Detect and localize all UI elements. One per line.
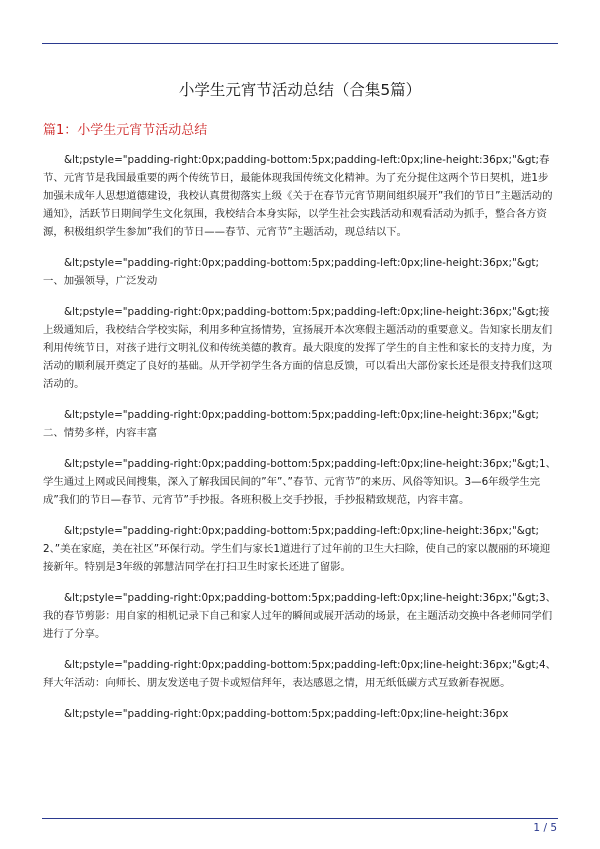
- paragraph: &lt;pstyle="padding-right:0px;padding-bottom:5px;padding-left:0px;line-height:36px: [64, 708, 509, 720]
- paragraph: &lt;pstyle="padding-right:0px;padding-bottom:5px;padding-left:0px;line-height:36px;"&gt;一、加强领导，广泛发动: [43, 257, 540, 287]
- paragraph: &lt;pstyle="padding-right:0px;padding-bottom:5px;padding-left:0px;line-height:36px;"&gt;1、学生通过上网或民间搜集，深入了解我国民间的”年”、”春节、元宵节”的来历、风俗等知识。3—6年级学生完成”我们的节日—春节、元宵节”手抄报。各班积极上交手抄报，手抄报精致规范，内容丰富。: [43, 458, 557, 506]
- paragraph: &lt;pstyle="padding-right:0px;padding-bottom:5px;padding-left:0px;line-height:36px;"&gt;二、情势多样，内容丰富: [43, 409, 540, 439]
- document-body: [43, 151, 557, 736]
- paragraph: &lt;pstyle="padding-right:0px;padding-bottom:5px;padding-left:0px;line-height:36px;"&gt;接上级通知后，我校结合学校实际，利用多种宣扬情势，宣扬展开本次寒假主题活动的重要意义。告知家长朋友们利用传统节日，对孩子进行文明礼仪和传统美德的教育。最大限度的发挥了学生的自主性和家长的支持力度，为活动的顺利展开奠定了良好的基础。从开学初学生各方面的信息反馈，可以看出大部份家长还是很支持我们这项活动的。: [43, 306, 553, 390]
- paragraph: &lt;pstyle="padding-right:0px;padding-bottom:5px;padding-left:0px;line-height:36px;"&gt;4、拜大年活动：向师长、朋友发送电子贺卡或短信拜年，表达感恩之情，用无纸低碳方式互致新春祝愿。: [43, 659, 557, 689]
- paragraph: &lt;pstyle="padding-right:0px;padding-bottom:5px;padding-left:0px;line-height:36px;"&gt;3、我的春节剪影：用自家的相机记录下自己和家人过年的瞬间或展开活动的场景，在主题活动交换中各老师同学们进行了分享。: [43, 592, 557, 640]
- footer-rule: [42, 818, 558, 819]
- section-heading: 篇1：小学生元宵节活动总结: [43, 123, 208, 138]
- header-rule: [42, 43, 558, 44]
- paragraph: &lt;pstyle="padding-right:0px;padding-bottom:5px;padding-left:0px;line-height:36px;"&gt;春节、元宵节是我国最重要的两个传统节日，最能体现我国传统文化精神。为了充分捉住这两个节日契机，进1步加强未成年人思想道德建设，我校认真贯彻落实上级《关于在春节元宵节期间组织展开”我们的节日”主题活动的通知》，活跃节日期间学生文化氛围，我校结合本身实际，以学生社会实践活动和观看活动为抓手，整合各方资源，积极组织学生参加”我们的节日——春节、元宵节”主题活动，现总结以下。: [43, 154, 553, 238]
- document-title: 小学生元宵节活动总结（合集5篇）: [178, 81, 422, 99]
- page-number: 1 / 5: [533, 822, 557, 834]
- paragraph: &lt;pstyle="padding-right:0px;padding-bottom:5px;padding-left:0px;line-height:36px;"&gt;2、”美在家庭，美在社区”环保行动。学生们与家长1道进行了过年前的卫生大扫除，使自己的家以靓丽的环境迎接新年。特别是3年级的郭慧洁同学在打扫卫生时家长还进了留影。: [43, 525, 551, 573]
